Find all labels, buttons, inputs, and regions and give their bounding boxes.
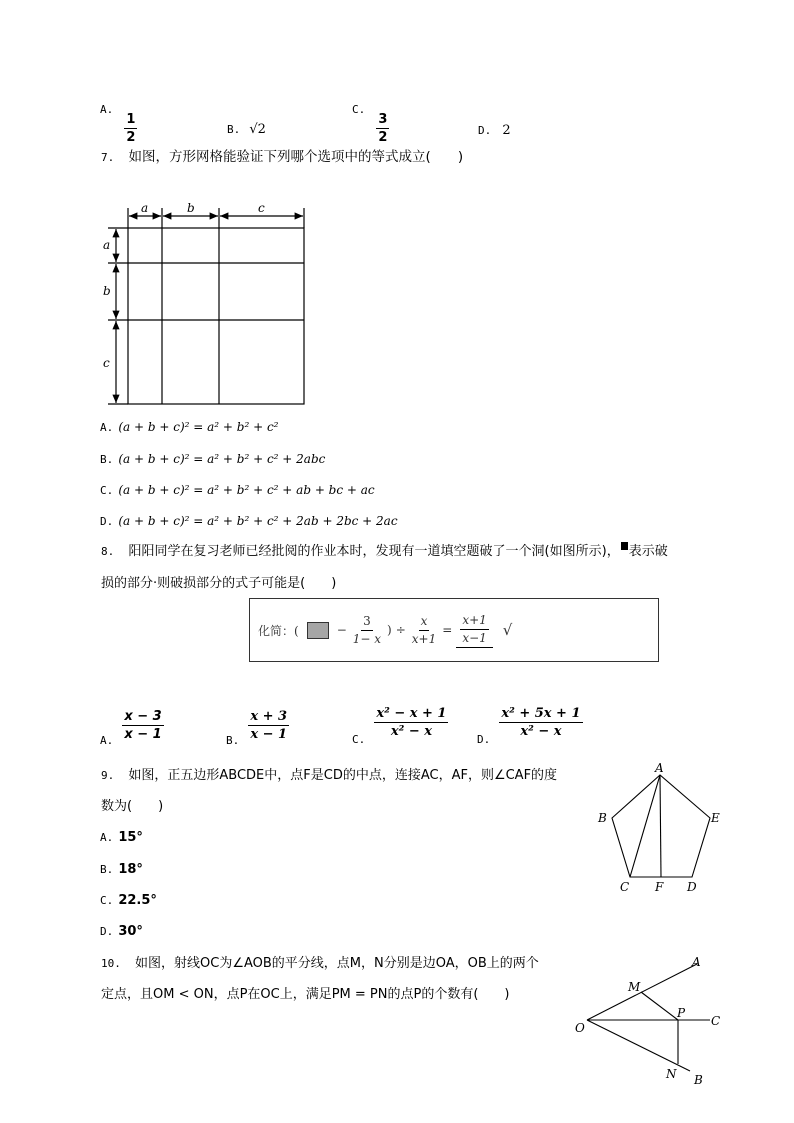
numerator: x − 3 [124,709,162,724]
numerator: x + 3 [250,709,288,724]
label-D: D [687,880,697,894]
option-value: (a + b + c)² = a² + b² + c² + 2ab + 2bc + 2ac [118,514,398,528]
fraction [374,705,448,740]
denominator: 2 [378,130,388,145]
q9-option-b [100,858,143,877]
divide: ÷ [395,623,406,637]
label-F: F [655,880,664,894]
denominator: x² − x [390,724,432,739]
option-value: 2 [502,123,511,138]
option-label: D. [478,124,492,137]
fraction [499,705,582,740]
label-C: C [711,1014,721,1028]
denominator: x+1 [411,631,437,646]
option-value: (a + b + c)² = a² + b² + c² [118,420,279,434]
grid-label-a-top: a [141,201,149,215]
q8-option-c [352,705,448,746]
equals: = [442,623,453,637]
question-number: 9. [101,769,115,782]
question-text: 如图，方形网格能验证下列哪个选项中的等式成立( ) [128,149,464,165]
q9-question-line2: 数为( ) [101,799,164,814]
check-mark-icon: √ [502,621,513,639]
q8-expression-box [249,598,659,662]
fraction-1 [351,613,383,648]
fraction-2 [410,613,438,648]
q8-option-d [477,705,583,746]
question-number: 10. [101,957,121,970]
q8-option-a [100,708,164,747]
numerator: x² − x + 1 [376,706,447,721]
expression [258,612,512,648]
question-number: 8. [101,545,115,558]
label-B: B [598,811,607,825]
question-text: 如图，正五边形ABCDE中，点F是CD的中点，连接AC，AF，则∠CAF的度 [128,768,558,783]
option-value: 15° [118,830,143,845]
option-label: C. [100,894,114,907]
option-label: B. [226,734,240,747]
label-O: O [575,1021,585,1035]
option-value: √2 [249,122,266,137]
option-label: B. [100,453,114,466]
numerator: x+1 [460,612,488,630]
denominator: 2 [126,130,136,145]
label-M: M [628,980,641,994]
option-label: C. [100,484,114,497]
denominator: x − 1 [250,727,288,742]
question-number: 7. [101,151,115,164]
numerator: 1 [126,112,136,127]
grid-label-b-top: b [187,201,195,215]
q9-option-c [100,889,157,908]
q9-option-a [100,826,143,845]
q9-option-d [100,920,143,939]
q9-question-line1 [101,764,557,783]
grid-label-c-top: c [258,201,265,215]
fraction [122,708,163,743]
option-label: D. [100,515,114,528]
broken-hole [307,622,329,639]
q7-option-c [100,479,375,498]
option-value: 22.5° [118,893,157,908]
denominator: x − 1 [124,727,162,742]
option-label: A. [100,734,114,747]
q9-pentagon-figure [612,775,710,877]
label-N: N [666,1067,677,1081]
q7-grid-figure [108,208,304,404]
fraction-3 [456,612,492,648]
q10-question-line1 [101,952,539,971]
label-B: B [694,1073,703,1087]
numerator: x [419,613,430,631]
hole-square-icon [621,542,628,550]
denominator: x−1 [462,631,487,645]
label-E: E [711,811,720,825]
question-text: 阳阳同学在复习老师已经批阅的作业本时，发现有一道填空题破了一个洞(如图所示)， [128,544,620,559]
q8-question-line2: 损的部分·则破损部分的式子可能是( ) [101,576,337,591]
label-C: C [620,880,630,894]
option-value: (a + b + c)² = a² + b² + c² + ab + bc + ac [118,483,375,497]
label-P: P [677,1006,686,1020]
option-value: (a + b + c)² = a² + b² + c² + 2abc [118,452,326,466]
option-label: D. [477,733,491,746]
option-label: D. [100,925,114,938]
option-label: A. [100,421,114,434]
option-label: B. [227,123,241,136]
numerator: x² + 5x + 1 [501,706,581,721]
option-label: A. [100,103,114,116]
grid-label-c-left: c [103,356,110,370]
close-paren: ) [387,623,392,637]
option-label: C. [352,733,366,746]
question-text: 如图，射线OC为∠AOB的平分线，点M，N分别是边OA，OB上的两个 [135,956,539,971]
q8-question-line1 [101,540,668,559]
q7-option-b [100,448,325,467]
option-label: C. [352,103,366,116]
label-A: A [655,761,664,775]
fraction [248,708,289,743]
minus: − [336,623,347,637]
option-value: 18° [118,862,143,877]
option-label: A. [100,831,114,844]
grid-label-a-left: a [103,238,111,252]
question-text-tail: 表示破 [628,544,668,559]
label-A: A [692,955,701,969]
q7-option-a [100,416,278,435]
q10-question-line2: 定点，且OM < ON，点P在OC上，满足PM = PN的点P的个数有( ) [101,987,510,1002]
q7-option-d [100,510,398,529]
denominator: x² − x [520,724,562,739]
grid-label-b-left: b [103,284,111,298]
expr-prefix: 化简：( [258,623,299,638]
q10-angle-figure [587,964,710,1071]
numerator: 3 [378,112,388,127]
denominator: 1− x [352,631,382,646]
numerator: 3 [361,613,373,631]
option-value: 30° [118,924,143,939]
q8-option-b [226,708,289,747]
option-label: B. [100,863,114,876]
